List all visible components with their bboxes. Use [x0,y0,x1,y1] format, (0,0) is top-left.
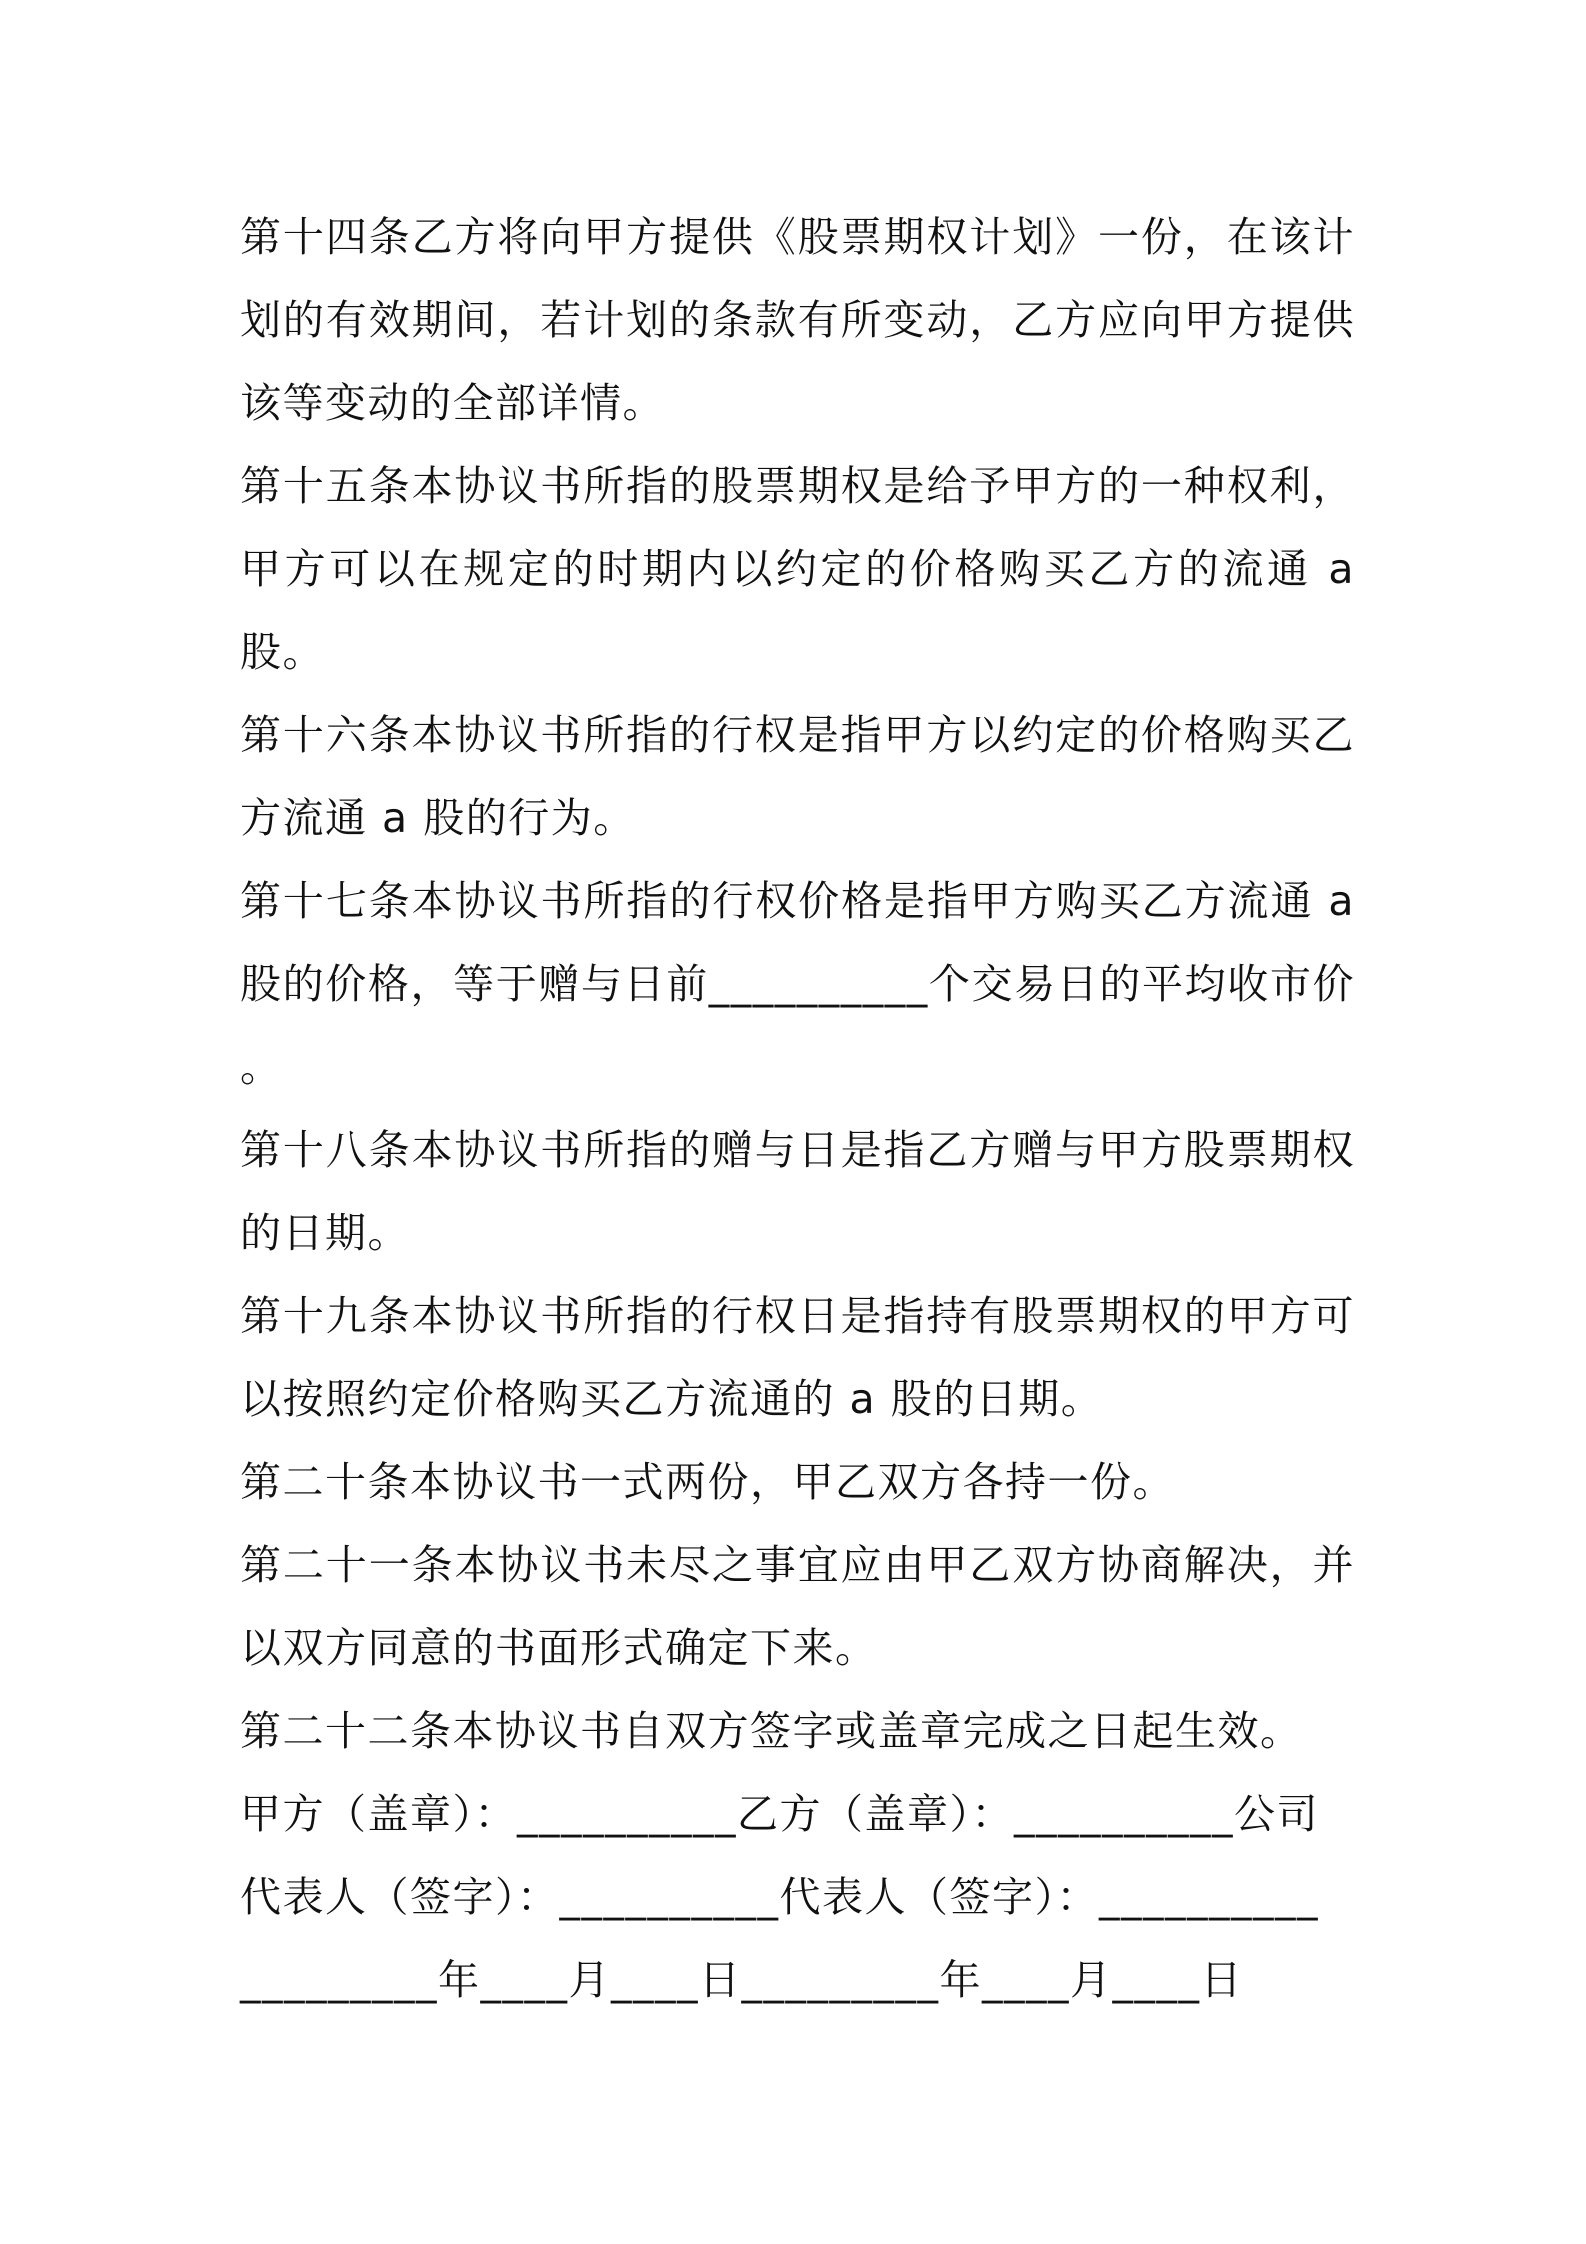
representative-line: 代表人（签字）：__________代表人（签字）：__________ [240,1873,1319,1921]
document-body [240,196,1355,2022]
article-16: 第十六条本协议书所指的行权是指甲方以约定的价格购买乙方流通 a 股的行为。 [240,711,1355,842]
article-22: 第二十二条本协议书自双方签字或盖章完成之日起生效。 [240,1707,1303,1755]
article-15: 第十五条本协议书所指的股票期权是给予甲方的一种权利，甲方可以在规定的时期内以约定的价格购买乙方的流通 a 股。 [240,462,1355,676]
article-17: 第十七条本协议书所指的行权价格是指甲方购买乙方流通 a 股的价格，等于赠与日前__________个交易日的平均收市价。 [240,877,1355,1091]
date-line: _________年____月____日_________年____月____日 [240,1956,1243,2004]
article-18: 第十八条本协议书所指的赠与日是指乙方赠与甲方股票期权的日期。 [240,1126,1355,1257]
article-14: 第十四条乙方将向甲方提供《股票期权计划》一份，在该计划的有效期间，若计划的条款有所变动，乙方应向甲方提供该等变动的全部详情。 [240,213,1355,427]
seal-line: 甲方（盖章）：__________乙方（盖章）：__________公司 [240,1790,1319,1838]
article-20: 第二十条本协议书一式两份，甲乙双方各持一份。 [240,1458,1175,1506]
article-19: 第十九条本协议书所指的行权日是指持有股票期权的甲方可以按照约定价格购买乙方流通的 a 股的日期。 [240,1292,1355,1423]
article-21: 第二十一条本协议书未尽之事宜应由甲乙双方协商解决，并以双方同意的书面形式确定下来。 [240,1541,1355,1672]
